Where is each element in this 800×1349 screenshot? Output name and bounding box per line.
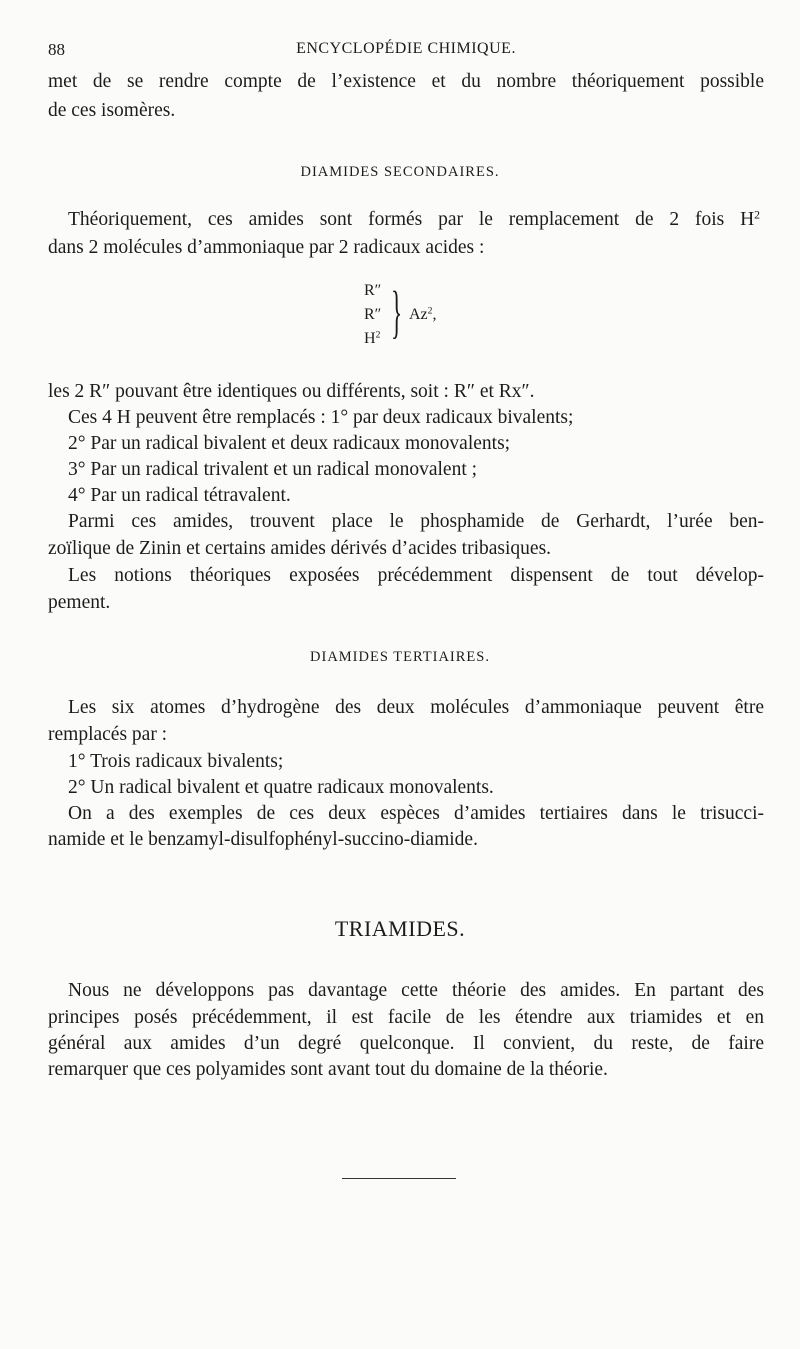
section-title-triamides: TRIAMIDES. <box>334 916 466 941</box>
text-line: pement. <box>48 592 111 613</box>
text-line: principes posés précédemment, il est facile de les étendre aux triamides et en <box>48 1007 764 1028</box>
text-line: zoïlique de Zinin et certains amides dérivés d’acides tribasiques. <box>48 538 552 559</box>
list-item: 3° Par un radical trivalent et un radical monovalent ; <box>68 459 478 480</box>
page-number: 88 <box>48 40 65 59</box>
text-line: Les notions théoriques exposées précédemment dispensent de tout dévelop- <box>68 565 764 586</box>
text-line: remplacés par : <box>48 724 168 745</box>
text-line: Nous ne développons pas davantage cette théorie des amides. En partant des <box>68 980 764 1001</box>
text-line: On a des exemples de ces deux espèces d’amides tertiaires dans le trisucci- <box>68 803 764 824</box>
list-item: 4° Par un radical tétravalent. <box>68 485 291 506</box>
text-line: les 2 R″ pouvant être identiques ou différents, soit : R″ et Rx″. <box>48 381 535 402</box>
text-line: Les six atomes d’hydrogène des deux molécules d’ammoniaque peuvent être <box>68 697 764 718</box>
formula-azote: Az$^2$, <box>409 305 437 323</box>
separator-rule <box>342 1178 456 1179</box>
page-header <box>48 40 764 64</box>
list-item: 2° Par un radical bivalent et deux radicaux monovalents; <box>68 433 511 454</box>
heading-diamides-secondaires: DIAMIDES SECONDAIRES. <box>300 164 500 180</box>
text-line: général aux amides d’un degré quelconque. Il convient, du reste, de faire <box>48 1033 764 1054</box>
text-line: Parmi ces amides, trouvent place le phosphamide de Gerhardt, l’urée ben- <box>68 511 764 532</box>
formula-radical: R″ <box>364 282 382 299</box>
text-line: dans 2 molécules d’ammoniaque par 2 radicaux acides : <box>48 237 485 258</box>
text-line: de ces isomères. <box>48 100 176 121</box>
formula-hydrogen: $H^2$ <box>364 329 381 347</box>
formula-radical: R″ <box>364 306 382 323</box>
text-line: namide et le benzamyl-disulfophényl-succino-diamide. <box>48 829 478 850</box>
text-line: remarquer que ces polyamides sont avant tout du domaine de la théorie. <box>48 1059 608 1080</box>
text-line: Théoriquement, ces amides sont formés par le remplacement de 2 fois $H^2$ <box>68 208 760 230</box>
curly-brace: } <box>391 279 403 344</box>
chemical-formula <box>364 279 474 354</box>
heading-diamides-tertiaires: DIAMIDES TERTIAIRES. <box>310 649 490 665</box>
running-title: ENCYCLOPÉDIE CHIMIQUE. <box>296 40 516 57</box>
list-item: 2° Un radical bivalent et quatre radicaux monovalents. <box>68 777 494 798</box>
list-item: 1° Trois radicaux bivalents; <box>68 751 284 772</box>
text-line: Ces 4 H peuvent être remplacés : 1° par deux radicaux bivalents; <box>68 407 574 428</box>
text-line: met de se rendre compte de l’existence et du nombre théoriquement possible <box>48 71 764 92</box>
